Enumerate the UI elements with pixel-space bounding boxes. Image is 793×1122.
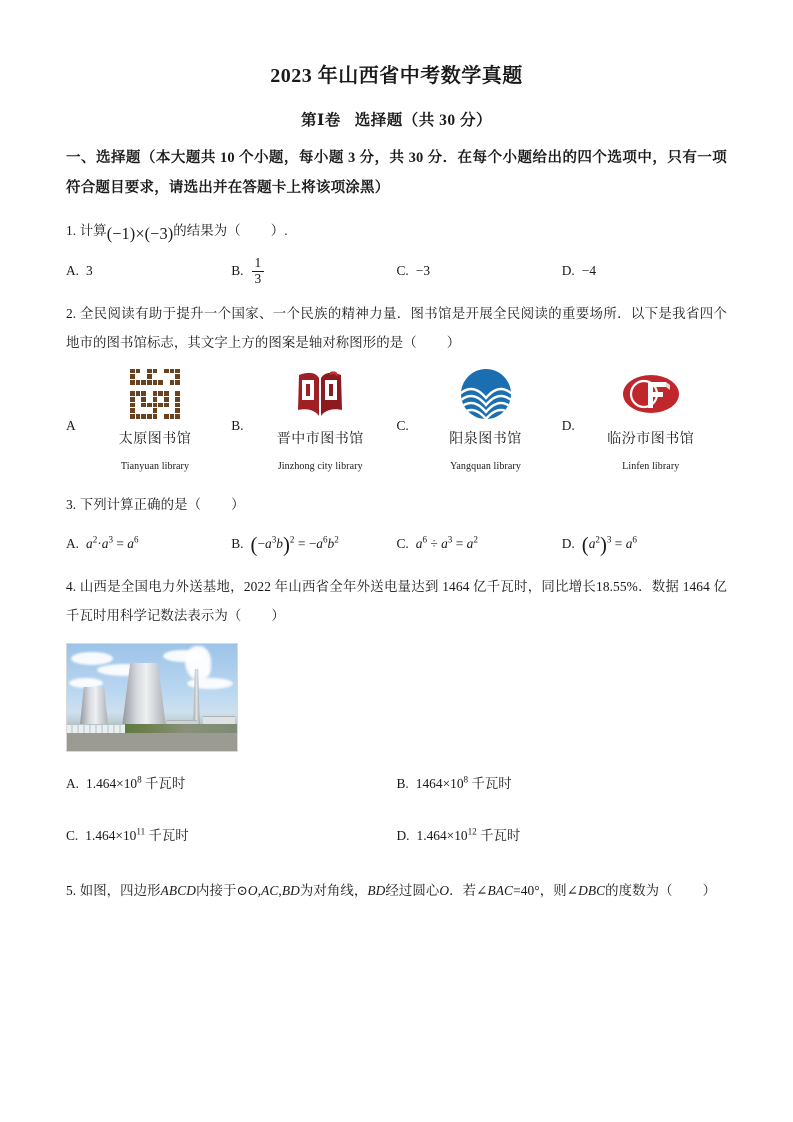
question-3-number: 3. [66,497,77,513]
option-c-expression: $a^6 \div a^3 = a^2$ [415,534,478,552]
option-b-name-en: Jinzhong city library [277,460,363,472]
q5-circle-center-2: O [439,883,450,899]
q5-text-3: 为对角线， [299,883,368,899]
option-c-name-en: Yangquan library [450,460,521,472]
option-d-expression: $(a^2)^3 = a^6$ [581,534,637,557]
q5-quadrilateral-label: ABCD [160,883,197,899]
q5-text-4: 经过圆心 [385,883,440,899]
question-1-options [66,256,727,286]
question-4 [66,573,727,851]
question-4-option-a[interactable] [66,770,397,799]
question-4-number: 4. [66,579,77,595]
option-d-label: D. [561,417,575,433]
option-b-label: B. [231,262,244,278]
option-a-label: A. [66,262,80,278]
question-4-option-b[interactable] [397,770,728,799]
q5-text-6: =40°，则∠ [513,883,579,899]
q5-stem-end: ） [702,883,717,899]
q5-segment-bd-2: BD [367,883,386,899]
question-1-option-c[interactable] [397,256,562,286]
option-a-label: A [66,417,76,433]
question-5-stem [66,877,727,906]
fraction-one-third [252,256,265,286]
option-b-label: B. [231,417,244,433]
q5-text-7: 的度数为（ [605,883,673,899]
question-2-option-b[interactable] [231,366,396,478]
question-4-stem-end: ） [271,607,285,623]
option-d-label: D. [561,262,575,278]
question-4-figure [66,643,727,752]
question-1-number: 1. [66,223,77,239]
question-4-options-row-1 [66,770,727,799]
question-4-text: 山西是全国电力外送基地，2022 年山西省全年外送电量达到 1464 亿千瓦时，同比增长18.55%．数据 1464 亿千瓦时用科学记数法表示为（ [66,579,727,623]
section-intro: 一、选择题（本大题共 10 个小题，每小题 3 分，共 30 分．在每个小题给出的四个选项中，只有一项符合题目要求，请选出并在答题卡上将该项涂黑） [66,150,727,196]
option-a-name-en: Tianyuan library [120,460,190,472]
question-4-option-c[interactable] [66,822,397,851]
option-c-label: C. [396,417,409,433]
question-3-text: 下列计算正确的是（ [79,497,202,513]
fraction-numerator: 1 [254,255,262,271]
q5-angle-bac: BAC [487,883,514,899]
q5-circle-center-1: O [247,883,258,899]
question-3-options [66,530,727,559]
option-c-value: $1.464\times 10^{11}$ 千瓦时 [85,827,189,844]
fraction-denominator: 3 [252,271,265,286]
q5-text-1: 如图，四边形 [79,883,161,899]
q5-comma-2: , [278,883,282,899]
option-d-label: D. [561,536,575,552]
question-1-text-after: 的结果为（ [173,223,241,239]
red-oval-f-logo-icon [622,366,680,422]
question-1-option-b[interactable] [231,256,396,286]
q5-comma-1: , [257,883,262,899]
question-2-stem-end: ） [446,335,461,350]
option-c-label: C. [396,536,409,552]
option-d-value: $1.464\times 10^{12}$ 千瓦时 [416,827,521,844]
option-b-label: B. [396,775,409,791]
option-b-expression: $(-a^3b)^2 = -a^6b^2$ [250,534,339,557]
question-3-stem [66,491,727,520]
option-d-name-cn: 临汾市图书馆 [607,431,695,447]
question-3-stem-end: ） [231,497,245,513]
q5-text-5: ．若∠ [449,883,488,899]
option-b-value: $1464\times 10^8$ 千瓦时 [415,774,512,791]
question-4-option-d[interactable] [397,822,728,851]
option-c-label: C. [396,262,409,278]
question-2 [66,300,727,477]
paper-subtitle [66,108,727,130]
q5-text-2: 内接于⊙ [196,883,248,899]
paper-type: 选择题（共 30 分） [354,112,493,129]
question-3-option-b[interactable] [231,530,396,559]
question-1-expression: (−1)×(−3) [106,224,174,244]
option-d-value: −4 [581,262,597,278]
q5-angle-dbc: DBC [578,883,606,899]
question-1-stem-end: ）. [270,223,288,239]
question-5-number: 5. [66,883,77,899]
question-3-option-d[interactable] [562,530,727,559]
question-4-stem [66,573,727,631]
question-1-option-a[interactable] [66,256,231,286]
ground-road [67,733,237,751]
question-2-stem [66,300,727,358]
question-2-options [66,366,727,478]
option-d-name-en: Linfen library [622,460,680,472]
question-2-number: 2. [66,306,77,322]
open-book-logo-icon [296,366,344,422]
q5-segment-ac: AC [261,883,279,899]
option-a-value: $1.464\times 10^8$ 千瓦时 [86,774,186,791]
option-b-label: B. [231,536,244,552]
question-1-stem [66,217,727,246]
option-a-label: A. [66,536,80,552]
power-plant-cooling-towers-photo [66,643,238,752]
option-a-expression: $a^2\cdot a^3 = a^6$ [86,534,139,552]
question-3-option-c[interactable] [397,530,562,559]
option-c-label: C. [66,828,79,844]
option-c-value: −3 [415,262,431,278]
question-3-option-a[interactable] [66,530,231,559]
q5-segment-bd-1: BD [281,883,300,899]
option-d-label: D. [396,828,410,844]
question-4-options-row-2 [66,822,727,851]
question-2-option-d[interactable] [562,366,727,478]
question-2-text: 全民阅读有助于提升一个国家、一个民族的精神力量．图书馆是开展全民阅读的重要场所．以下是我省四个地市的图书馆标志，其文字上方的图案是轴对称图形的是（ [66,306,727,350]
seal-square-logo-icon [130,366,180,422]
option-a-value: 3 [86,262,93,278]
question-3 [66,491,727,559]
question-1-text-before: 计算 [79,223,107,239]
option-b-name-cn: 晋中市图书馆 [276,431,364,447]
page-title: 2023 年山西省中考数学真题 [270,65,523,87]
question-2-option-a[interactable] [66,366,231,478]
blue-wave-circle-logo-icon [460,366,512,422]
paper-label: 第Ⅰ卷 [300,112,341,129]
question-5 [66,877,727,906]
option-c-name-cn: 阳泉图书馆 [449,431,522,447]
question-2-option-c[interactable] [397,366,562,478]
option-a-label: A. [66,775,80,791]
option-a-name-cn: 太原图书馆 [118,431,192,447]
question-1 [66,217,727,286]
question-1-option-d[interactable] [562,256,727,286]
